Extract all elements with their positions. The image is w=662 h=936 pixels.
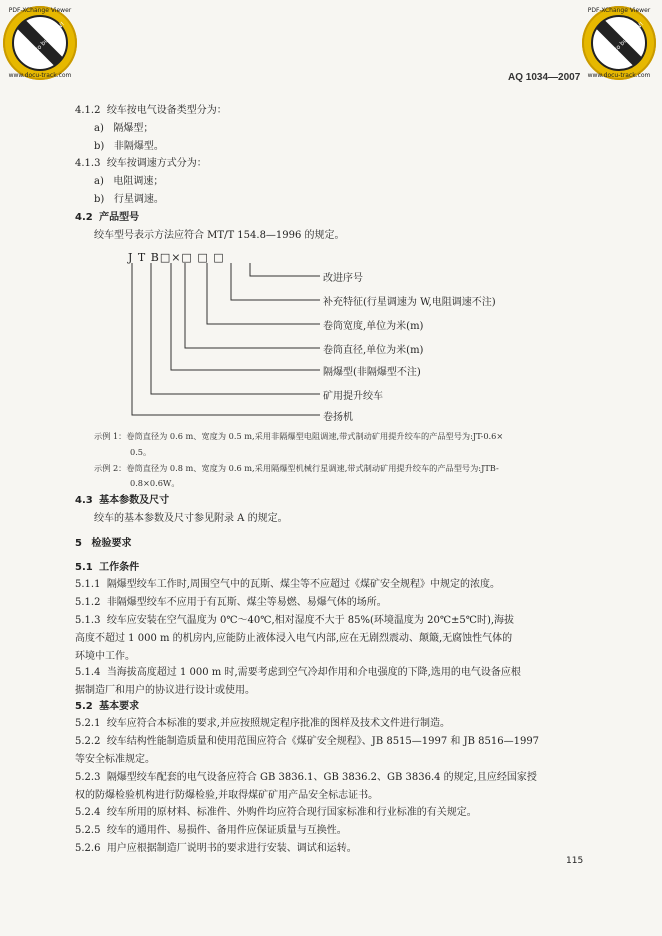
clause-5-2-6 <box>75 842 357 856</box>
doc-code: AQ 1034—2007 <box>508 72 581 83</box>
clause-5-1-3 <box>75 614 514 628</box>
section-number: 4.1.3 <box>75 158 101 169</box>
clause-text-cont: 权的防爆检验机构进行防爆检验,并取得煤矿矿用产品安全标志证书。 <box>75 790 379 801</box>
diagram-label: 隔爆型(非隔爆型不注) <box>323 367 421 378</box>
clause-number: 5.1.1 <box>75 579 101 590</box>
clause-number: 5.1.2 <box>75 597 101 608</box>
clause-number: 5.1.4 <box>75 667 101 678</box>
example-2-line-2: 0.8×0.6W。 <box>130 478 180 488</box>
clause-text-cont: 据制造厂和用户的协议进行设计或使用。 <box>75 685 255 696</box>
connector-line <box>207 263 320 324</box>
example-2-line-1: 示例 2：卷筒直径为 0.8 m、宽度为 0.6 m,采用隔爆型机械行星调速,带式制动矿用提升绞车的产品型号为:JTB- <box>94 463 499 473</box>
clause-text: 用户应根据制造厂说明书的要求进行安装、调试和运转。 <box>106 843 357 854</box>
clause-text-cont: 高度不超过 1 000 m 的机房内,应能防止液体浸入电气内部,应在无剧烈震动、颠簸,无腐蚀性气体的 <box>75 633 513 644</box>
model-code: J T B□×□ □ □ <box>128 251 225 264</box>
connector-line <box>231 263 320 300</box>
badge-side-text: Click to buy NOW! <box>22 20 67 65</box>
clause-text: 绞车应安装在空气温度为 0℃～40℃,相对湿度不大于 85%(环境温度为 20℃±5℃时),海拔 <box>106 615 515 626</box>
clause-number: 5.2.5 <box>75 825 101 836</box>
list-text: 行星调速。 <box>113 194 164 205</box>
clause-text: 当海拔高度超过 1 000 m 时,需要考虑到空气冷却作用和介电强度的下降,选用的电气设备应根 <box>106 667 521 678</box>
clause-5-2-5 <box>75 824 347 838</box>
paragraph: 绞车型号表示方法应符合 MT/T 154.8—1996 的规定。 <box>94 230 345 241</box>
list-text: 隔爆型； <box>113 123 154 134</box>
diagram-label: 卷筒直径,单位为米(m) <box>323 345 424 356</box>
clause-text: 非隔爆型绞车不应用于有瓦斯、煤尘等易燃、易爆气体的场所。 <box>106 597 387 608</box>
diagram-label: 改进序号 <box>323 273 363 284</box>
list-marker: b) <box>94 194 105 205</box>
diagram-label: 卷筒宽度,单位为米(m) <box>323 321 424 332</box>
clause-text-cont: 环境中工作。 <box>75 651 135 662</box>
clause-number: 5.2.6 <box>75 843 101 854</box>
badge-top-text: PDF-XChange Viewer <box>587 7 651 14</box>
clause-number: 5.1.3 <box>75 615 101 626</box>
section-title: 产品型号 <box>99 212 140 223</box>
clause-5-2-3 <box>75 771 537 785</box>
connector-line <box>151 263 320 394</box>
diagram-label: 补充特征(行星调速为 W,电阻调速不注) <box>323 297 496 308</box>
list-text: 非隔爆型。 <box>113 141 164 152</box>
section-title: 基本参数及尺寸 <box>99 495 170 506</box>
section-5-1 <box>75 561 139 575</box>
example-1-line-1: 示例 1：卷筒直径为 0.6 m、宽度为 0.5 m,采用非隔爆型电阻调速,带式制动矿用提升绞车的产品型号为:JT-0.6× <box>94 431 504 441</box>
section-number: 5.2 <box>75 701 93 712</box>
clause-text: 绞车所用的原材料、标准件、外购件均应符合现行国家标准和行业标准的有关规定。 <box>106 807 477 818</box>
list-marker: a) <box>94 176 104 187</box>
connector-line <box>250 263 320 276</box>
section-text: 绞车按调速方式分为： <box>106 158 207 169</box>
section-5-2 <box>75 700 139 714</box>
section-text: 绞车按电气设备类型分为： <box>106 105 227 116</box>
connector-line <box>132 263 320 415</box>
section-number: 5 <box>75 538 82 549</box>
badge-bottom-text: www.docu-track.com <box>8 72 72 79</box>
clause-text: 隔爆型绞车工作时,周围空气中的瓦斯、煤尘等不应超过《煤矿安全规程》中规定的浓度。 <box>106 579 500 590</box>
page-number: 115 <box>566 856 584 866</box>
clause-number: 5.2.1 <box>75 718 101 729</box>
clause-text: 绞车应符合本标准的要求,并应按照规定程序批准的图样及技术文件进行制造。 <box>106 718 450 729</box>
clause-text-cont: 等安全标准规定。 <box>75 754 155 765</box>
clause-text: 绞车结构性能制造质量和使用范围应符合《煤矿安全规程》、JB 8515—1997 和 JB 8516—1997 <box>106 736 540 747</box>
list-marker: a) <box>94 123 104 134</box>
section-5 <box>75 537 132 551</box>
clause-5-2-2 <box>75 735 539 749</box>
section-title: 工作条件 <box>99 562 140 573</box>
badge-top-text: PDF-XChange Viewer <box>8 7 72 14</box>
badge-bottom-text: www.docu-track.com <box>587 72 651 79</box>
section-number: 5.1 <box>75 562 93 573</box>
example-1-line-2: 0.5。 <box>130 447 152 457</box>
clause-5-1-4 <box>75 666 521 680</box>
section-number: 4.2 <box>75 212 93 223</box>
diagram-label: 矿用提升绞车 <box>323 391 383 402</box>
clause-number: 5.2.4 <box>75 807 101 818</box>
clause-5-2-1 <box>75 717 450 731</box>
section-4-3 <box>75 494 169 508</box>
section-title: 基本要求 <box>99 701 140 712</box>
list-text: 电阻调速； <box>113 176 164 187</box>
clause-text: 隔爆型绞车配套的电气设备应符合 GB 3836.1、GB 3836.2、GB 3836.4 的规定,且应经国家授 <box>106 772 537 783</box>
section-number: 4.1.2 <box>75 105 101 116</box>
clause-5-1-1 <box>75 578 500 592</box>
list-marker: b) <box>94 141 105 152</box>
clause-5-1-2 <box>75 596 387 610</box>
clause-5-2-4 <box>75 806 477 820</box>
clause-number: 5.2.3 <box>75 772 101 783</box>
section-number: 4.3 <box>75 495 93 506</box>
clause-text: 绞车的通用件、易损件、备用件应保证质量与互换性。 <box>106 825 347 836</box>
badge-side-text: Click to buy NOW! <box>601 20 646 65</box>
connector-line <box>171 263 320 370</box>
clause-number: 5.2.2 <box>75 736 101 747</box>
paragraph: 绞车的基本参数及尺寸参见附录 A 的规定。 <box>94 513 288 524</box>
diagram-label: 卷扬机 <box>323 412 353 423</box>
section-title: 检验要求 <box>91 538 132 549</box>
